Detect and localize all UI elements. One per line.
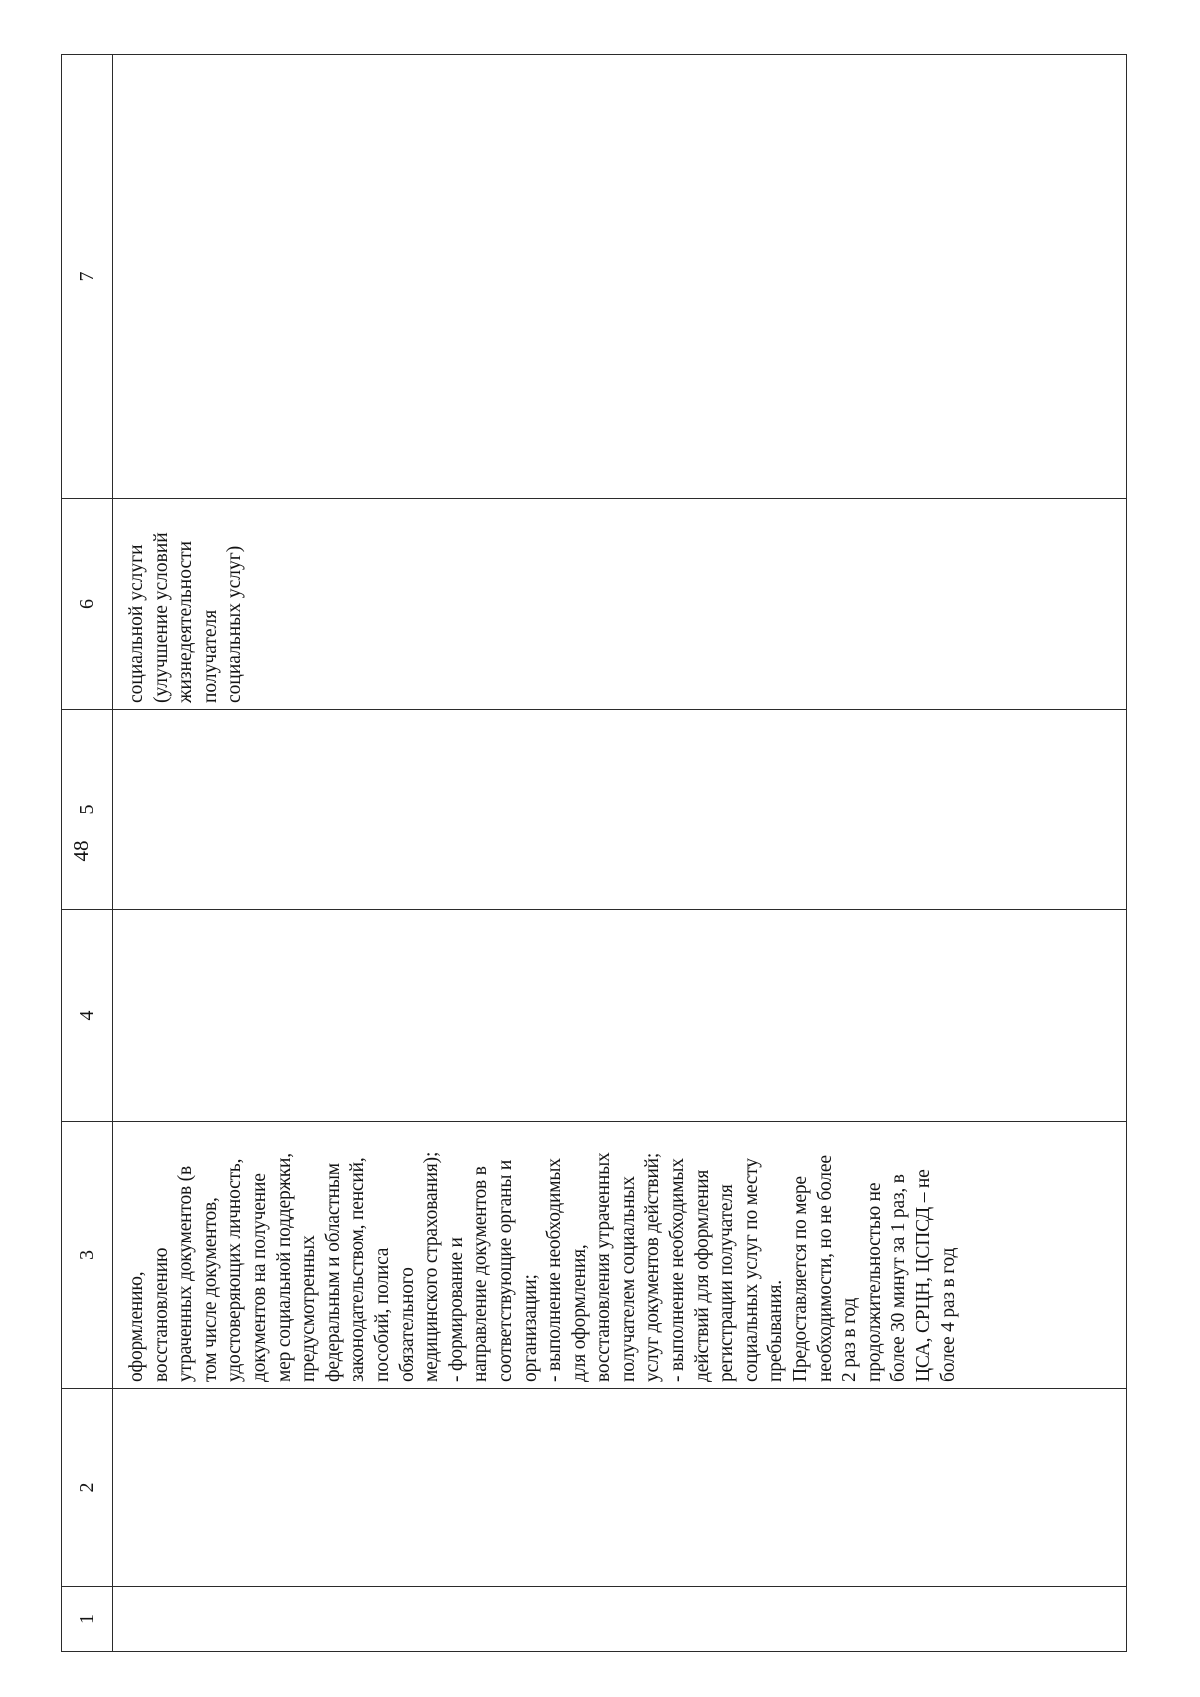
services-table-grid: [61, 54, 1127, 1652]
table-cell-col7: [113, 55, 1127, 499]
services-table: [61, 55, 1124, 1652]
cell-text-col5: [113, 710, 125, 909]
page-number: 48: [69, 840, 93, 862]
service-result-text: социальной услуги (улучшение условий жизнедеятельности получателя социальных услуг): [126, 532, 246, 703]
table-cell-col6: [113, 499, 1127, 710]
column-header-4: 4: [62, 910, 113, 1122]
column-header-2: 2: [62, 1389, 113, 1587]
table-cell-col4: [113, 910, 1127, 1122]
cell-text-col4: [113, 910, 125, 1121]
cell-text-col1: [113, 1587, 125, 1651]
service-description-text: оформлению, восстановлению утраченных документов (в том числе документов, удостоверяющих личность, документов на получение мер социальной поддержки, предусмотренных федеральным и областным законодательством, пенсий, пособий, полиса обязательного медицинского страхования); - формирование и направление документов в соответствующие органы и организации; - выполнение необходимых для оформления, восстановления утраченных получателем социальных услуг документов действий; - выполнение необходимых действий для оформления регистрации получателя социальных услуг по месту пребывания. Предоставляется по мере необходимости, но не более 2 раз в год продолжительностью не более 30 минут за 1 раз, в ЦСА, СРЦН, ЦСПСД – не более 4 раз в год: [126, 1151, 959, 1382]
table-row: [113, 55, 1127, 1652]
cell-text-col7: [113, 55, 125, 498]
column-header-5: 5: [62, 710, 113, 910]
column-header-3: 3: [62, 1122, 113, 1389]
table-cell-col2: [113, 1389, 1127, 1587]
table-cell-col1: [113, 1587, 1127, 1652]
column-header-6: 6: [62, 499, 113, 710]
column-header-1: 1: [62, 1587, 113, 1652]
cell-text-col2: [113, 1389, 125, 1586]
table-cell-col5: [113, 710, 1127, 910]
column-header-7: 7: [62, 55, 113, 499]
table-cell-col3: [113, 1122, 1127, 1389]
table-header-row: [62, 55, 113, 1652]
